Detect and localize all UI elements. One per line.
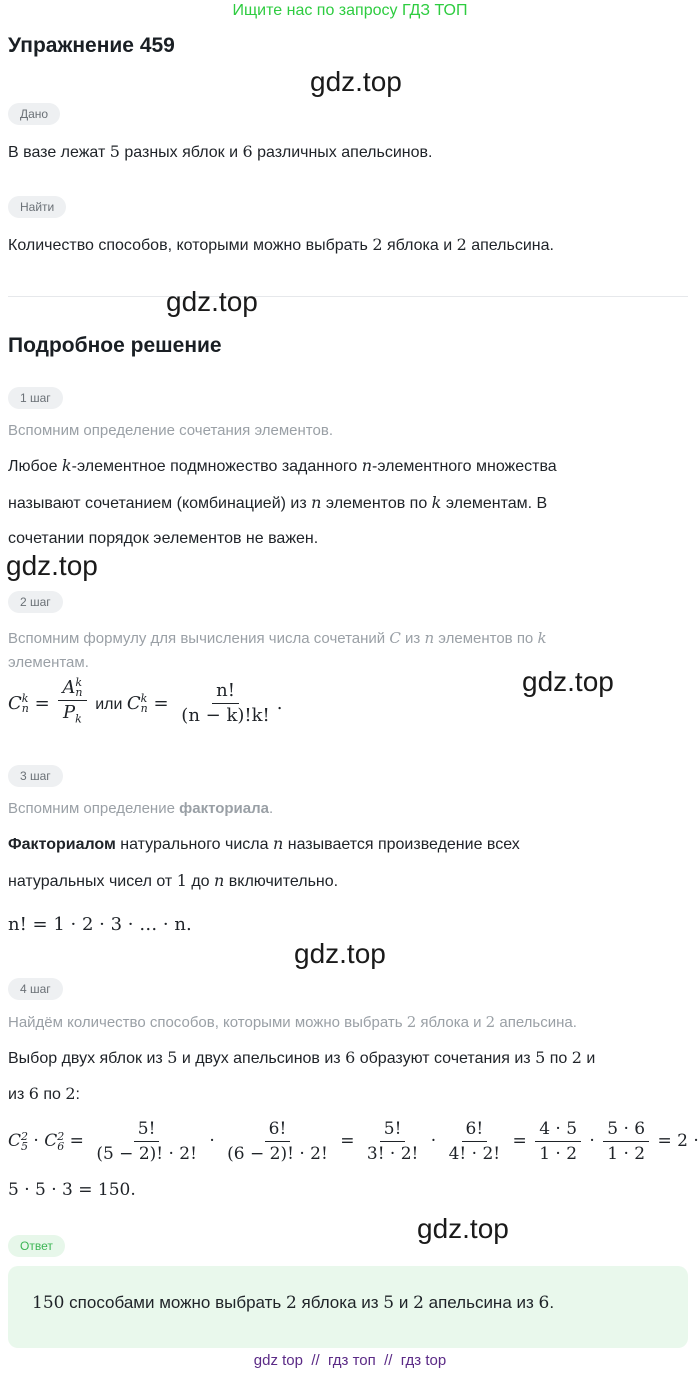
num-two: 2 [406, 1013, 417, 1031]
step4-line2 [8, 1076, 80, 1113]
step4-text: : [75, 1086, 80, 1103]
fraction [445, 1119, 505, 1164]
factorial-formula: n! = 1 · 2 · 3 · … · n. [8, 914, 192, 935]
find-text-b: яблока и [382, 237, 457, 254]
step1-text: -элементного множества [372, 458, 557, 475]
fraction-denominator: 1 · 2 [539, 1144, 578, 1164]
fraction [92, 1119, 201, 1164]
formula-tail: = 2 · [657, 1131, 699, 1151]
step-hint [8, 1013, 577, 1031]
find-num-oranges: 2 [456, 235, 467, 254]
sup-k: k [21, 691, 29, 705]
calculation-formula: C 2 5 · C 2 6 = $\frac{5!}{(5 - 2)! \cdot 2!}$ · $\frac{6!}{(6 - 2)! \cdot 2!}$ = $\frac{5!}{3! \cdot 2!}$ · $\frac{6!}{4! \cdot 2!}$ = $\frac{4 \cdot 5}{1 \cdot 2}$ · $\frac{5 \cdot 6}{1 \cdot 2}$ = 2 · [8, 1119, 699, 1164]
step4-text: Выбор двух яблок из [8, 1050, 168, 1067]
step3-hint-bold: факториала [179, 800, 269, 817]
step3-text: натурального числа [115, 836, 273, 853]
num-two: 2 [571, 1048, 582, 1067]
fraction-numerator: 6! [462, 1119, 488, 1142]
step1-text: -элементное подмножество заданного [71, 458, 362, 475]
step1-line2 [8, 485, 547, 522]
step4-line1 [8, 1040, 595, 1077]
fraction [177, 681, 273, 726]
step-badge: 3 шаг [8, 765, 63, 787]
fraction [363, 1119, 423, 1164]
watermark: gdz.top [522, 666, 614, 697]
var-n: n [311, 493, 322, 512]
given-text-b: разных яблок и [119, 144, 243, 161]
divider [8, 296, 688, 297]
step4-hint-text: Найдём количество способов, которыми можно выбрать [8, 1014, 407, 1031]
num-five: 5 [535, 1048, 546, 1067]
step4-text: образуют сочетания из [355, 1050, 536, 1067]
num-six: 6 [345, 1048, 356, 1067]
find-num-apples: 2 [372, 235, 383, 254]
step4-text: из [8, 1086, 29, 1103]
step3-hint-text: Вспомним определение [8, 800, 180, 817]
sup-two: 2 [21, 1129, 29, 1143]
combination-formula: C k n = A k n $P_k$ или C k n = $\frac{n!}{(n - k)!k!}$ . [8, 678, 282, 730]
fraction-numerator: 4 · 5 [535, 1119, 581, 1142]
num-two: 2 [65, 1084, 76, 1103]
var-n: n [272, 834, 284, 853]
fraction [223, 1119, 332, 1164]
num-two: 2 [485, 1013, 496, 1031]
var-C: C [126, 692, 141, 714]
answer-text-part: и [394, 1293, 414, 1312]
step-hint: Вспомним определение сочетания элементов. [8, 422, 333, 439]
find-text-a: Количество способов, которыми можно выбрать [8, 237, 373, 254]
num-two: 2 [285, 1293, 297, 1313]
page-title: Упражнение 459 [8, 34, 175, 57]
num-two: 2 [413, 1293, 424, 1313]
step4-text: по [38, 1086, 66, 1103]
answer-text-part: способами можно выбрать [64, 1293, 286, 1312]
var-C: C [8, 1131, 22, 1151]
step2-hint-text: элементам. [8, 654, 89, 671]
step-badge: 4 шаг [8, 978, 63, 1000]
var-P: P [63, 702, 76, 723]
fraction [535, 1119, 581, 1164]
step3-text: натуральных чисел от [8, 873, 177, 890]
sub-n: n [75, 686, 83, 699]
sup-k: k [140, 691, 148, 705]
step4-text: и двух апельсинов из [177, 1050, 346, 1067]
step-badge: 1 шаг [8, 387, 63, 409]
var-k: k [537, 629, 547, 647]
step-hint [8, 800, 273, 817]
fraction-denominator: (5 − 2)! · 2! [96, 1144, 197, 1164]
or-text: или [95, 695, 127, 713]
step3-line1 [8, 826, 520, 863]
step2-hint-text: элементов по [434, 630, 538, 647]
sub-n: n [21, 701, 29, 715]
step3-text: называется произведение всех [283, 836, 520, 853]
fraction-denominator: 3! · 2! [366, 1144, 419, 1164]
num-one: 1 [176, 871, 187, 890]
step4-hint-text: апельсина. [495, 1014, 577, 1031]
watermark: gdz.top [6, 550, 98, 581]
step1-line1 [8, 448, 557, 485]
answer-text-part: яблока из [296, 1293, 384, 1312]
solution-title: Подробное решение [8, 334, 222, 357]
var-n: n [424, 629, 435, 647]
fraction-denominator: (6 − 2)! · 2! [227, 1144, 328, 1164]
step1-line3: сочетании порядок эелементов не важен. [8, 530, 319, 547]
step1-text: элементов по [321, 495, 432, 512]
watermark: gdz.top [166, 286, 258, 317]
footer-links: gdz top // гдз топ // гдз top [253, 1352, 447, 1369]
step1-text: называют сочетанием (комбинацией) из [8, 495, 312, 512]
given-num-apples: 5 [109, 142, 120, 161]
fraction-denominator: 4! · 2! [448, 1144, 501, 1164]
var-C: C [44, 1131, 58, 1151]
fraction-numerator: 6! [265, 1119, 291, 1142]
fraction-numerator: 5 · 6 [603, 1119, 649, 1142]
step4-hint-text: яблока и [416, 1014, 486, 1031]
step2-hint-text: из [400, 630, 425, 647]
num-five: 5 [383, 1293, 395, 1313]
watermark: gdz.top [294, 938, 386, 969]
step3-text: включительно. [224, 873, 339, 890]
sup-two: 2 [57, 1129, 65, 1143]
var-A: A [62, 677, 76, 698]
answer-badge: Ответ [8, 1235, 65, 1257]
sub-five: 5 [21, 1139, 29, 1153]
given-text-c: различных апельсинов. [252, 144, 433, 161]
fraction [603, 1119, 649, 1164]
fraction [58, 678, 86, 730]
sub-n: n [140, 701, 148, 715]
find-text [8, 227, 554, 264]
step3-text: до [186, 873, 215, 890]
sub-six: 6 [57, 1139, 65, 1153]
watermark: gdz.top [417, 1213, 509, 1244]
answer-text-part: . [549, 1293, 555, 1312]
var-k: k [61, 456, 72, 475]
var-k: k [431, 493, 442, 512]
step-badge: 2 шаг [8, 591, 63, 613]
step3-hint-text: . [269, 800, 274, 817]
fraction-numerator: 5! [380, 1119, 406, 1142]
var-C: C [389, 629, 401, 647]
step1-text: элементам. В [441, 495, 548, 512]
step2-hint-text: Вспомним формулу для вычисления числа сочетаний [8, 630, 390, 647]
find-text-c: апельсина. [466, 237, 554, 254]
calculation-result: 5 · 5 · 3 = 150. [8, 1180, 136, 1200]
given-text-a: В вазе лежат [8, 144, 110, 161]
var-C: C [8, 692, 22, 714]
given-badge: Дано [8, 103, 60, 125]
fraction-numerator: n! [212, 681, 239, 704]
fraction-denominator: 1 · 2 [607, 1144, 646, 1164]
num-six: 6 [538, 1293, 550, 1313]
answer-text-part: апельсина из [423, 1293, 539, 1312]
var-n: n [361, 456, 372, 475]
given-num-oranges: 6 [242, 142, 253, 161]
num-six: 6 [28, 1084, 39, 1103]
step4-text: и [581, 1050, 596, 1067]
step1-text: Любое [8, 458, 62, 475]
num-five: 5 [167, 1048, 178, 1067]
fraction-denominator: (n − k)!k! [181, 705, 270, 727]
find-badge: Найти [8, 196, 66, 218]
sup-k: k [75, 676, 83, 689]
answer-number: 150 [32, 1293, 65, 1313]
search-banner: Ищите нас по запросу ГДЗ ТОП [232, 2, 468, 19]
watermark: gdz.top [310, 66, 402, 97]
term-bold: Факториалом [8, 836, 116, 853]
answer-text [32, 1293, 554, 1313]
step3-line2 [8, 863, 338, 900]
sub-k: k [75, 712, 82, 726]
var-n: n [214, 871, 225, 890]
given-text [8, 134, 432, 171]
fraction-numerator: 5! [134, 1119, 160, 1142]
step4-text: по [545, 1050, 572, 1067]
